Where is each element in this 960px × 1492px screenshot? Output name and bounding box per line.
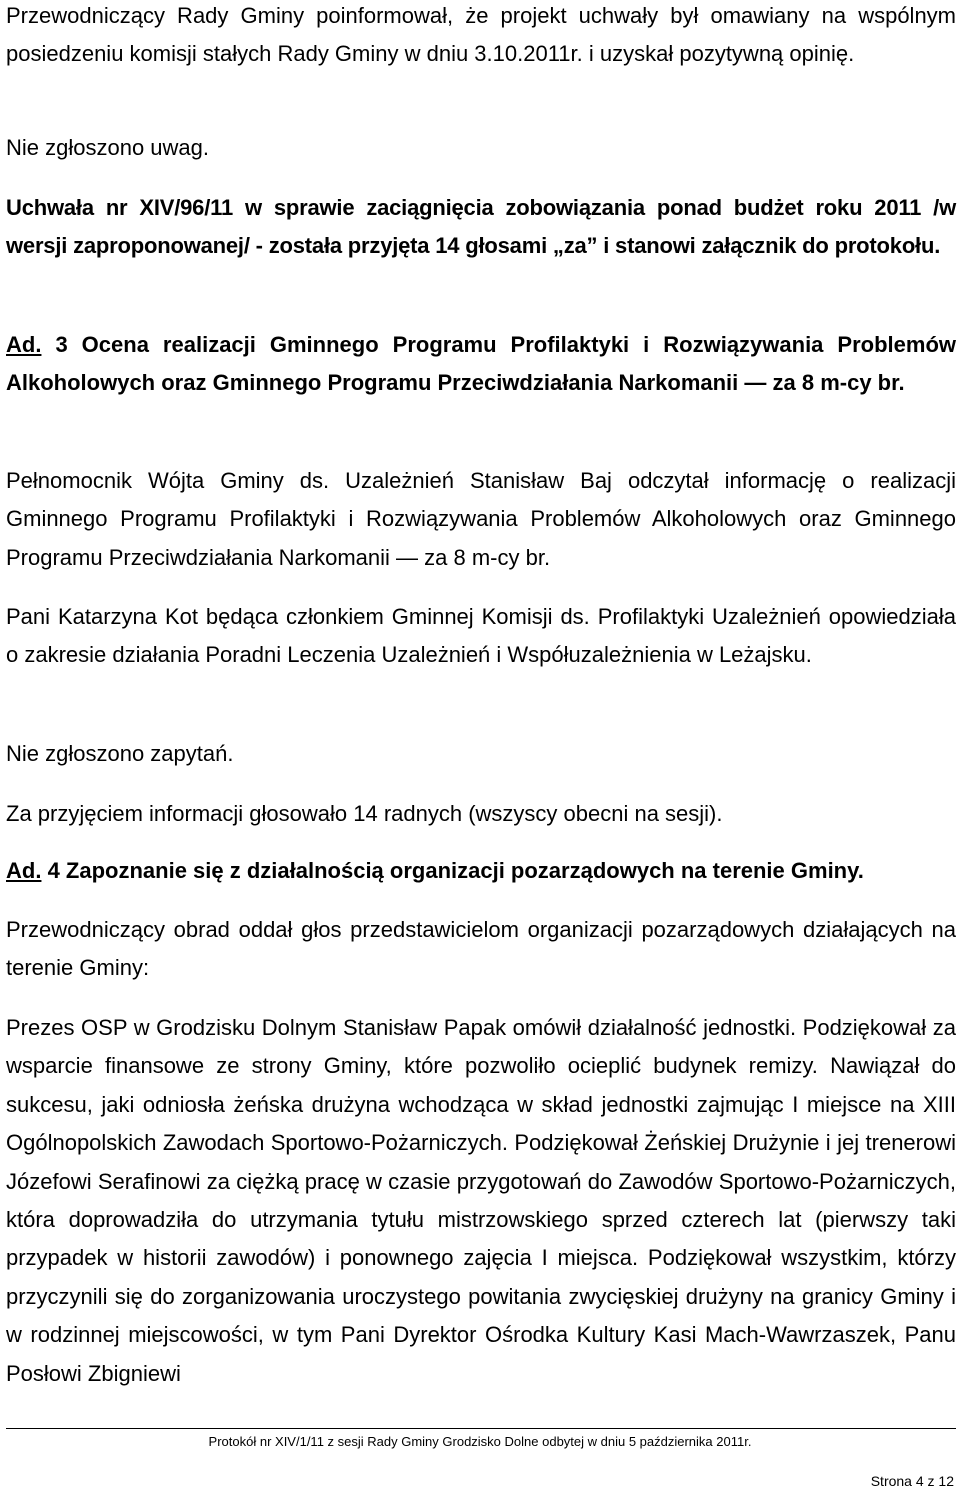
paragraph-no-remarks: Nie zgłoszono uwag. (6, 135, 210, 160)
paragraph-vote: Za przyjęciem informacji głosowało 14 radnych (wszyscy obecni na sesji). (6, 801, 723, 826)
paragraph-chairman-speech: Przewodniczący obrad oddał głos przedstawicielom organizacji pozarządowych działających na terenie Gminy: (6, 917, 956, 981)
paragraph-osp-president: Prezes OSP w Grodzisku Dolnym Stanisław Papak omówił działalność jednostki. Podziękował za wsparcie finansowe ze strony Gminy, które pozwoliło ocieplić budynek remizy. Nawiązał do sukcesu, jaki odniosła żeńska drużyna wchodząca w skład jednostki zajmując I miejsce na XIII Ogólnopolskich Zawodach Sportowo-Pożarniczych. Podziękował Żeńskiej Drużynie i jej trenerowi Józefowi Serafinowi za ciężką pracę w czasie przygotowań do Zawodów Sportowo-Pożarniczych, która doprowadziła do utrzymania tytułu mistrzowskiego sprzed czterech lat (pierwszy taki przypadek w historii zawodów) i ponownego zajęcia I miejsca. Podziękował wszystkim, którzy przyczynili się do zorganizowania uroczystego powitania zwycięskiej drużyny na granicy Gminy i w rodzinnej miejscowości, w tym Pani Dyrektor Ośrodka Kultury Kasi Mach-Wawrzaszek, Panu Posłowi Zbigniewi (6, 1015, 956, 1386)
agenda-item-text: 3 Ocena realizacji Gminnego Programu Profilaktyki i Rozwiązywania Problemów Alkoholowych oraz Gminnego Programu Przeciwdziałania Narkomanii — za 8 m-cy br. (6, 332, 956, 396)
agenda-item-3-heading (6, 326, 956, 403)
agenda-item-prefix: Ad. (6, 332, 42, 357)
agenda-item-4-heading (6, 852, 956, 890)
footer-divider (6, 1428, 956, 1429)
paragraph-no-questions: Nie zgłoszono zapytań. (6, 741, 234, 766)
paragraph-plenipotentiary: Pełnomocnik Wójta Gminy ds. Uzależnień Stanisław Baj odczytał informację o realizacji Gminnego Programu Profilaktyki i Rozwiązywania Problemów Alkoholowych oraz Gminnego Programu Przeciwdziałania Narkomanii — za 8 m-cy br. (6, 468, 956, 570)
paragraph-resolution: Uchwała nr XIV/96/11 w sprawie zaciągnięcia zobowiązania ponad budżet roku 2011 /w wersji zaproponowanej/ - została przyjęta 14 głosami „za” i stanowi załącznik do protokołu. (6, 195, 956, 259)
agenda-item-text: 4 Zapoznanie się z działalnością organizacji pozarządowych na terenie Gminy. (41, 858, 864, 883)
page-number: Strona 4 z 12 (870, 1473, 954, 1489)
agenda-item-prefix: Ad. (6, 858, 42, 883)
footer-protocol-info: Protokół nr XIV/1/11 z sesji Rady Gminy Grodzisko Dolne odbytej w dniu 5 października 2011r. (208, 1434, 752, 1449)
paragraph-opinion: Przewodniczący Rady Gminy poinformował, że projekt uchwały był omawiany na wspólnym posiedzeniu komisji stałych Rady Gminy w dniu 3.10.2011r. i uzyskał pozytywną opinię. (6, 3, 956, 67)
paragraph-commission-member: Pani Katarzyna Kot będąca członkiem Gminnej Komisji ds. Profilaktyki Uzależnień opowiedziała o zakresie działania Poradni Leczenia Uzależnień i Współuzależnienia w Leżajsku. (6, 604, 956, 668)
